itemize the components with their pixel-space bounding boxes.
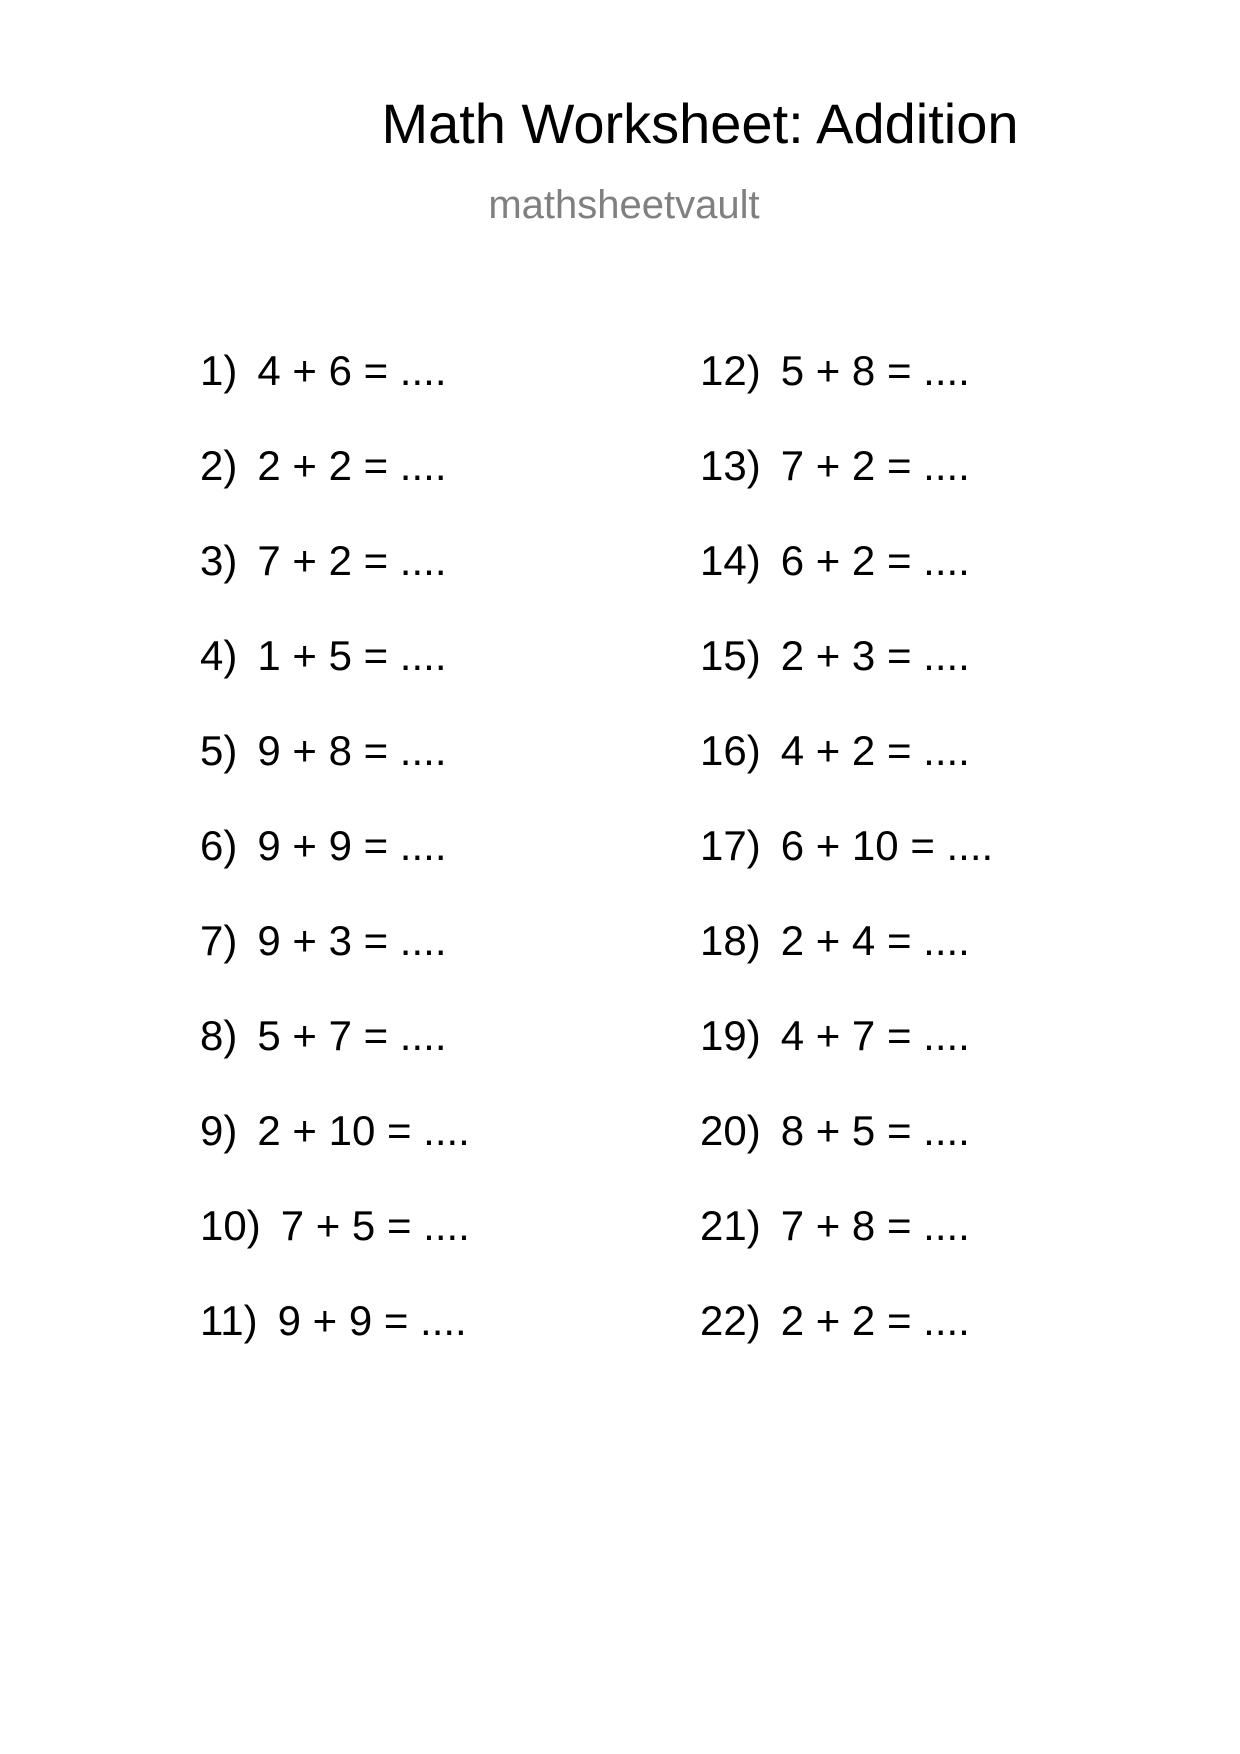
problem-column-right xyxy=(700,347,993,1392)
problem-expression: 2 + 2 = .... xyxy=(780,1297,970,1344)
problem-expression: 1 + 5 = .... xyxy=(257,632,447,679)
problem-number: 3) xyxy=(200,537,238,584)
problem-number: 17) xyxy=(700,822,761,869)
problem-number: 2) xyxy=(200,442,238,489)
problem-number: 18) xyxy=(700,917,761,964)
problem-number: 10) xyxy=(200,1202,261,1249)
problem-expression: 6 + 10 = .... xyxy=(780,822,994,869)
problem-item xyxy=(200,1107,470,1202)
problem-expression: 2 + 4 = .... xyxy=(780,917,970,964)
problem-expression: 7 + 8 = .... xyxy=(780,1202,970,1249)
problem-expression: 5 + 7 = .... xyxy=(257,1012,447,1059)
problem-item xyxy=(700,1012,993,1107)
problem-item xyxy=(200,1297,470,1392)
problem-expression: 4 + 7 = .... xyxy=(780,1012,970,1059)
problem-expression: 8 + 5 = .... xyxy=(780,1107,970,1154)
problem-item xyxy=(200,822,470,917)
problem-item xyxy=(200,632,470,727)
problem-item xyxy=(700,442,993,537)
problem-number: 11) xyxy=(200,1297,258,1344)
page-title: Math Worksheet: Addition xyxy=(381,92,1019,155)
page-subtitle: mathsheetvault xyxy=(488,183,760,227)
problem-expression: 9 + 8 = .... xyxy=(257,727,447,774)
problem-item xyxy=(200,1012,470,1107)
problem-expression: 4 + 2 = .... xyxy=(780,727,970,774)
problem-number: 21) xyxy=(700,1202,761,1249)
problem-number: 13) xyxy=(700,442,761,489)
problem-number: 22) xyxy=(700,1297,761,1344)
problem-column-left xyxy=(200,347,470,1392)
problem-expression: 9 + 3 = .... xyxy=(257,917,447,964)
problem-expression: 7 + 5 = .... xyxy=(280,1202,470,1249)
problem-expression: 7 + 2 = .... xyxy=(257,537,447,584)
problem-item xyxy=(700,727,993,822)
problem-item xyxy=(200,347,470,442)
problem-number: 15) xyxy=(700,632,761,679)
problem-item xyxy=(200,442,470,537)
problem-expression: 9 + 9 = .... xyxy=(277,1297,467,1344)
problem-item xyxy=(700,1202,993,1297)
problem-expression: 9 + 9 = .... xyxy=(257,822,447,869)
problem-number: 12) xyxy=(700,347,761,394)
problem-number: 19) xyxy=(700,1012,761,1059)
problem-item xyxy=(200,917,470,1012)
problem-number: 4) xyxy=(200,632,238,679)
problem-number: 20) xyxy=(700,1107,761,1154)
problem-number: 7) xyxy=(200,917,238,964)
problem-item xyxy=(700,347,993,442)
problem-item xyxy=(700,917,993,1012)
problem-number: 9) xyxy=(200,1107,238,1154)
problem-item xyxy=(700,632,993,727)
problem-item xyxy=(200,727,470,822)
problem-number: 6) xyxy=(200,822,238,869)
problem-number: 16) xyxy=(700,727,761,774)
problem-item xyxy=(200,1202,470,1297)
problem-item xyxy=(700,537,993,632)
problem-expression: 2 + 10 = .... xyxy=(257,1107,470,1154)
problem-item xyxy=(700,1107,993,1202)
problem-number: 1) xyxy=(200,347,238,394)
problem-item xyxy=(700,1297,993,1392)
problem-expression: 7 + 2 = .... xyxy=(780,442,970,489)
problem-number: 14) xyxy=(700,537,761,584)
problem-expression: 2 + 2 = .... xyxy=(257,442,447,489)
problem-expression: 5 + 8 = .... xyxy=(780,347,970,394)
problem-expression: 2 + 3 = .... xyxy=(780,632,970,679)
problem-number: 8) xyxy=(200,1012,238,1059)
problem-expression: 4 + 6 = .... xyxy=(257,347,447,394)
problem-number: 5) xyxy=(200,727,238,774)
problem-expression: 6 + 2 = .... xyxy=(780,537,970,584)
problem-item xyxy=(700,822,993,917)
problem-item xyxy=(200,537,470,632)
